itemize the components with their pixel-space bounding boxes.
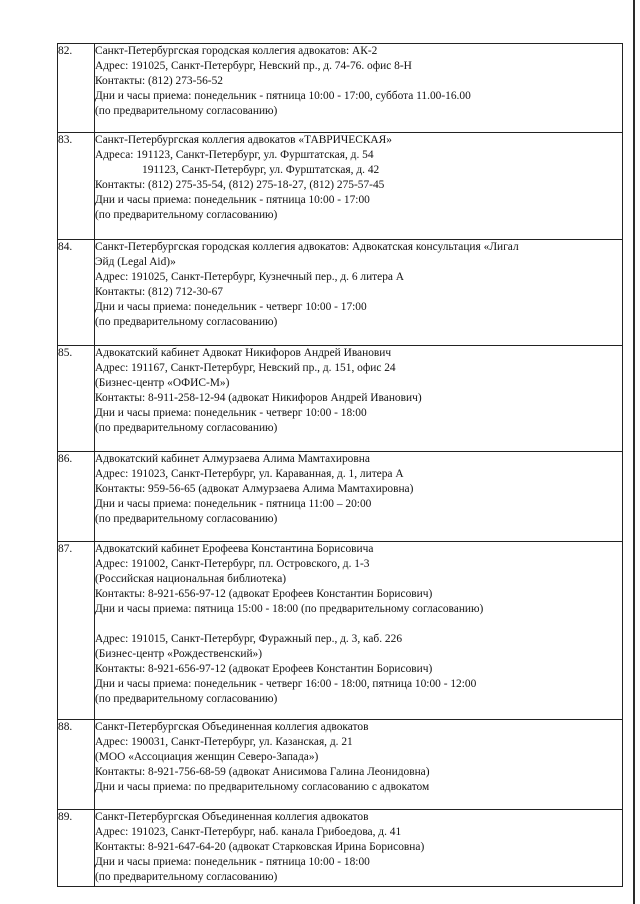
entry-details (95, 810, 623, 887)
entry-line: Дни и часы приема: понедельник - четверг 16:00 - 18:00, пятница 10:00 - 12:00 (95, 678, 477, 690)
entry-line: Дни и часы приема: по предварительному согласованию с адвокатом (95, 781, 430, 793)
entry-number: 84. (58, 240, 95, 346)
entry-line: Дни и часы приема: понедельник - четверг 10:00 - 18:00 (95, 407, 367, 419)
entry-line: Адрес: 191002, Санкт-Петербург, пл. Островского, д. 1-3 (95, 558, 370, 570)
entry-line: Дни и часы приема: понедельник - пятница 10:00 - 17:00, суббота 11.00-16.00 (95, 90, 471, 102)
entry-number: 86. (58, 452, 95, 542)
table-row (58, 720, 623, 810)
entry-line: Контакты: 8-921-656-97-12 (адвокат Ерофеев Константин Борисович) (95, 588, 433, 600)
entry-line: Дни и часы приема: понедельник - пятница 11:00 – 20:00 (95, 498, 372, 510)
entry-line: Контакты: 959-56-65 (адвокат Алмурзаева Алима Мамтахировна) (95, 483, 414, 495)
entry-details (95, 44, 623, 133)
table-row (58, 44, 623, 133)
table-row (58, 542, 623, 720)
entry-line: Адреса: 191123, Санкт-Петербург, ул. Фурштатская, д. 54 (95, 149, 374, 161)
entry-line: Контакты: (812) 712-30-67 (95, 286, 223, 298)
entry-line: (по предварительному согласованию) (95, 422, 278, 434)
entry-details (95, 542, 623, 720)
entry-number: 85. (58, 346, 95, 452)
entry-details (95, 133, 623, 240)
entry-line: 191123, Санкт-Петербург, ул. Фурштатская, д. 42 (142, 164, 380, 176)
entry-line: Контакты: (812) 273-56-52 (95, 75, 223, 87)
entry-line: Адрес: 191023, Санкт-Петербург, наб. канала Грибоедова, д. 41 (95, 826, 402, 838)
entry-line: (по предварительному согласованию) (95, 871, 278, 883)
entry-details (95, 240, 623, 346)
entry-number: 87. (58, 542, 95, 720)
entry-number: 82. (58, 44, 95, 133)
entry-line: Контакты: 8-921-656-97-12 (адвокат Ерофеев Константин Борисович) (95, 663, 433, 675)
entry-line: Эйд (Legal Aid)» (95, 256, 176, 268)
entry-line: Дни и часы приема: понедельник - четверг 10:00 - 17:00 (95, 301, 367, 313)
table-row (58, 346, 623, 452)
entry-line: Санкт-Петербургская Объединенная коллегия адвокатов (95, 811, 369, 823)
entry-line: (по предварительному согласованию) (95, 105, 278, 117)
entry-line: Контакты: 8-911-258-12-94 (адвокат Никифоров Андрей Иванович) (95, 392, 422, 404)
entry-line: Санкт-Петербургская городская коллегия адвокатов: Адвокатская консультация «Лигал (95, 241, 519, 253)
entry-line: (по предварительному согласованию) (95, 316, 278, 328)
entry-number: 89. (58, 810, 95, 887)
scan-edge-line (633, 0, 635, 904)
entry-line: Дни и часы приема: пятница 15:00 - 18:00 (по предварительному согласованию) (95, 603, 484, 615)
entry-line: (МОО «Ассоциация женщин Северо-Запада») (95, 751, 319, 763)
entry-details (95, 720, 623, 810)
entry-line: Адрес: 191167, Санкт-Петербург, Невский пр., д. 151, офис 24 (95, 362, 396, 374)
entry-line: (по предварительному согласованию) (95, 513, 278, 525)
entry-line: Санкт-Петербургская коллегия адвокатов «ТАВРИЧЕСКАЯ» (95, 134, 392, 146)
lawyers-list-table (57, 43, 623, 887)
entry-line: Адвокатский кабинет Адвокат Никифоров Андрей Иванович (95, 347, 392, 359)
entry-line: (Российская национальная библиотека) (95, 573, 287, 585)
entry-line: Адрес: 191025, Санкт-Петербург, Невский пр., д. 74-76. офис 8-Н (95, 60, 412, 72)
entry-line: Адрес: 191025, Санкт-Петербург, Кузнечный пер., д. 6 литера А (95, 271, 405, 283)
table-row (58, 240, 623, 346)
table-row (58, 133, 623, 240)
entry-line: Санкт-Петербургская Объединенная коллегия адвокатов (95, 721, 369, 733)
entry-line: Адвокатский кабинет Алмурзаева Алима Мамтахировна (95, 453, 370, 465)
entry-line: Санкт-Петербургская городская коллегия адвокатов: АК-2 (95, 45, 378, 57)
entry-line: (Бизнес-центр «ОФИС-М») (95, 377, 230, 389)
entry-line: (по предварительному согласованию) (95, 209, 278, 221)
entry-line: (Бизнес-центр «Рождественский») (95, 648, 263, 660)
entry-line: Контакты: 8-921-756-68-59 (адвокат Анисимова Галина Леонидовна) (95, 766, 430, 778)
entry-line: Дни и часы приема: понедельник - пятница 10:00 - 18:00 (95, 856, 370, 868)
entry-number: 83. (58, 133, 95, 240)
entry-line-gap (95, 617, 622, 632)
entry-line: Адрес: 191015, Санкт-Петербург, Фуражный пер., д. 3, каб. 226 (95, 633, 403, 645)
entry-line: Дни и часы приема: понедельник - пятница 10:00 - 17:00 (95, 194, 370, 206)
entry-line: Адвокатский кабинет Ерофеева Константина Борисовича (95, 543, 374, 555)
entry-line: Контакты: 8-921-647-64-20 (адвокат Старковская Ирина Борисовна) (95, 841, 425, 853)
entry-line: Адрес: 190031, Санкт-Петербург, ул. Казанская, д. 21 (95, 736, 353, 748)
entry-line: (по предварительному согласованию) (95, 693, 278, 705)
table-row (58, 452, 623, 542)
table-row (58, 810, 623, 887)
entry-details (95, 452, 623, 542)
entry-number: 88. (58, 720, 95, 810)
entry-details (95, 346, 623, 452)
entry-line: Контакты: (812) 275-35-54, (812) 275-18-27, (812) 275-57-45 (95, 179, 385, 191)
entry-line: Адрес: 191023, Санкт-Петербург, ул. Караванная, д. 1, литера А (95, 468, 404, 480)
